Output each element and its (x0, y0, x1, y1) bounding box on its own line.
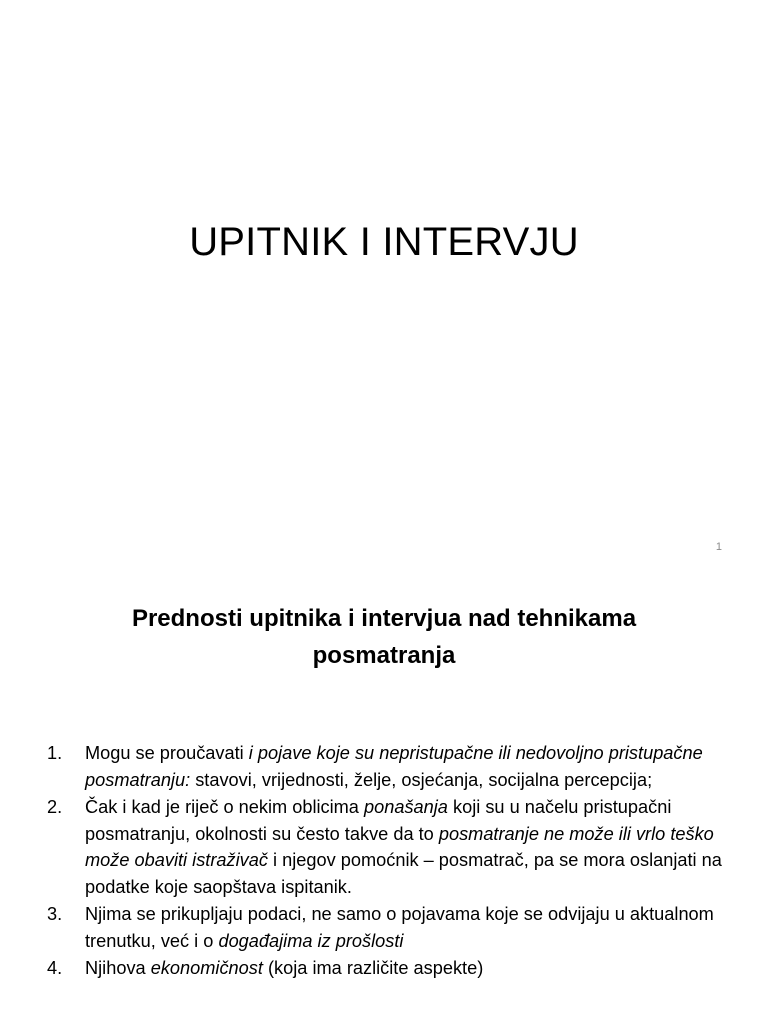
slide-1-title: UPITNIK I INTERVJU (189, 220, 579, 264)
text-segment: stavovi, vrijednosti, želje, osjećanja, socijalna percepcija; (190, 769, 653, 790)
text-segment: koji su u načelu pristupačni posmatranju, okolnosti su često takve da to (85, 797, 672, 844)
text-segment: Mogu se proučavati (85, 743, 249, 763)
italic-text-segment: ponašanja (363, 797, 448, 817)
text-segment: Čak i kad je riječ o nekim oblicima (85, 797, 364, 817)
list-item-text (85, 797, 722, 897)
list-item (30, 901, 730, 954)
text-segment: Njihova (85, 958, 151, 978)
list-item (30, 794, 730, 900)
italic-text-segment: posmatranje ne može ili vrlo teško može obaviti istraživač (85, 823, 714, 870)
text-segment: Njima se prikupljaju podaci, ne samo o pojavama koje se odvijaju u aktualnom trenutku, već i o (85, 904, 714, 951)
advantages-list (30, 740, 730, 983)
slide-2-title: Prednosti upitnika i intervjua nad tehnikama posmatranja (131, 605, 637, 669)
list-item-number: 4. (47, 958, 63, 978)
list-item (30, 740, 730, 793)
text-segment: i njegov pomoćnik – posmatrač, pa se mora oslanjati na podatke koje saopštava ispitanik. (85, 850, 722, 897)
text-segment: (koja ima različite aspekte) (262, 958, 484, 978)
list-item-text (85, 743, 703, 790)
italic-text-segment: ekonomičnost (150, 958, 263, 978)
italic-text-segment: i pojave koje su nepristupačne ili nedovoljno pristupačne posmatranju: (85, 743, 703, 790)
italic-text-segment: događajima iz prošlosti (218, 930, 404, 951)
list-item-number: 1. (47, 743, 63, 763)
list-item (30, 955, 730, 982)
slide-2 (0, 576, 768, 1024)
list-item-number: 3. (47, 904, 63, 924)
page-number: 1 (715, 541, 722, 553)
list-item-number: 2. (47, 797, 63, 817)
list-item-text (85, 904, 714, 951)
list-item-text (85, 958, 483, 978)
